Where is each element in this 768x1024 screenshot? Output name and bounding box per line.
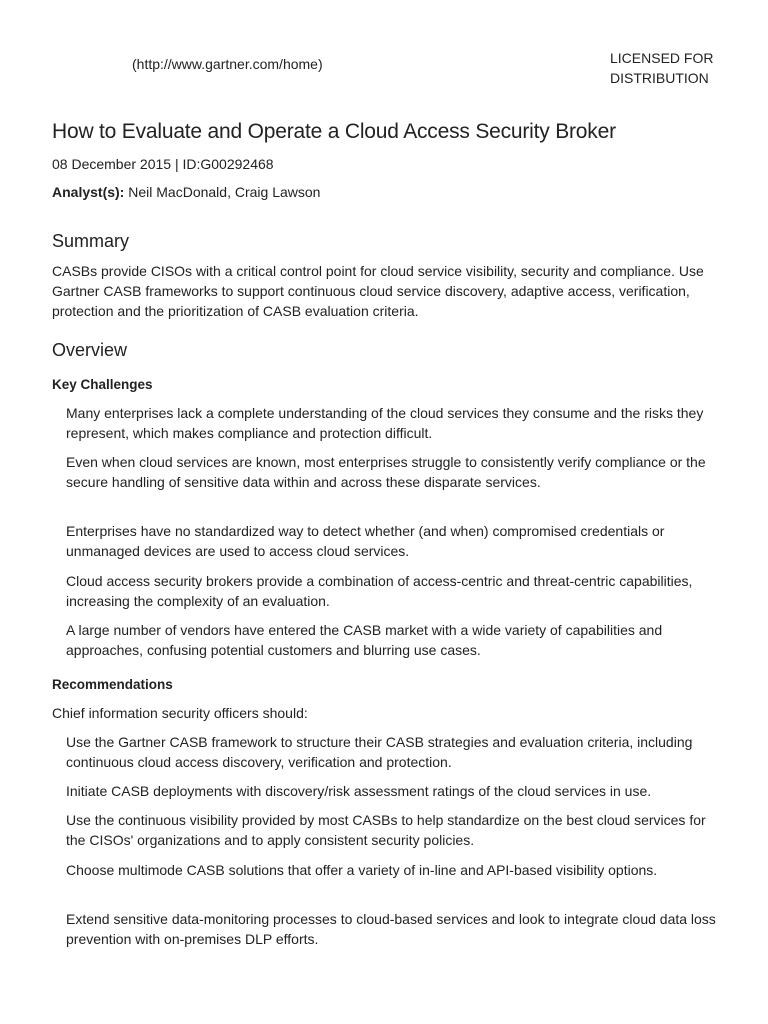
recommendation-item: Use the continuous visibility provided by most CASBs to help standardize on the best cloud services for the CISOs' organizations and to apply consistent security policies. — [66, 812, 706, 848]
license-line-1: LICENSED FOR — [610, 50, 714, 66]
document-title: How to Evaluate and Operate a Cloud Access Security Broker — [52, 120, 616, 143]
recommendation-item: Extend sensitive data-monitoring processes to cloud-based services and look to integrate cloud data loss prevention with on-premises DLP efforts. — [66, 911, 716, 947]
challenge-item: Enterprises have no standardized way to detect whether (and when) compromised credentials or unmanaged devices are used to access cloud services. — [66, 523, 665, 559]
summary-heading: Summary — [52, 231, 130, 251]
recommendation-item: Initiate CASB deployments with discovery/risk assessment ratings of the cloud services in use. — [66, 783, 652, 799]
gartner-home-link[interactable]: (http://www.gartner.com/home) — [132, 56, 323, 72]
recommendation-item: Use the Gartner CASB framework to structure their CASB strategies and evaluation criteria, including continuous cloud access discovery, verification and protection. — [66, 734, 693, 770]
overview-heading: Overview — [52, 340, 128, 360]
analysts-label: Analyst(s): — [52, 184, 125, 200]
challenge-item: A large number of vendors have entered the CASB market with a wide variety of capabilities and approaches, confusing potential customers and blurring use cases. — [66, 622, 663, 658]
challenge-item: Many enterprises lack a complete understanding of the cloud services they consume and the risks they represent, which makes compliance and protection difficult. — [66, 405, 704, 441]
document-date-id: 08 December 2015 | ID:G00292468 — [52, 156, 274, 172]
license-notice — [610, 48, 750, 88]
summary-text: CASBs provide CISOs with a critical control point for cloud service visibility, security and compliance. Use Gartner CASB frameworks to support continuous cloud service discovery, adaptive access, verification, protection and the prioritization of CASB evaluation criteria. — [52, 263, 704, 319]
analysts-names: Neil MacDonald, Craig Lawson — [124, 184, 321, 200]
challenge-item: Even when cloud services are known, most enterprises struggle to consistently verify compliance or the secure handling of sensitive data within and across these disparate services. — [66, 454, 706, 490]
license-line-2: DISTRIBUTION — [610, 70, 709, 86]
challenge-item: Cloud access security brokers provide a combination of access-centric and threat-centric capabilities, increasing the complexity of an evaluation. — [66, 573, 693, 609]
recommendation-item: Choose multimode CASB solutions that offer a variety of in-line and API-based visibility options. — [66, 862, 658, 878]
analysts-line — [52, 184, 320, 200]
recommendations-intro: Chief information security officers should: — [52, 705, 308, 721]
key-challenges-heading: Key Challenges — [52, 377, 153, 392]
recommendations-heading: Recommendations — [52, 677, 173, 692]
